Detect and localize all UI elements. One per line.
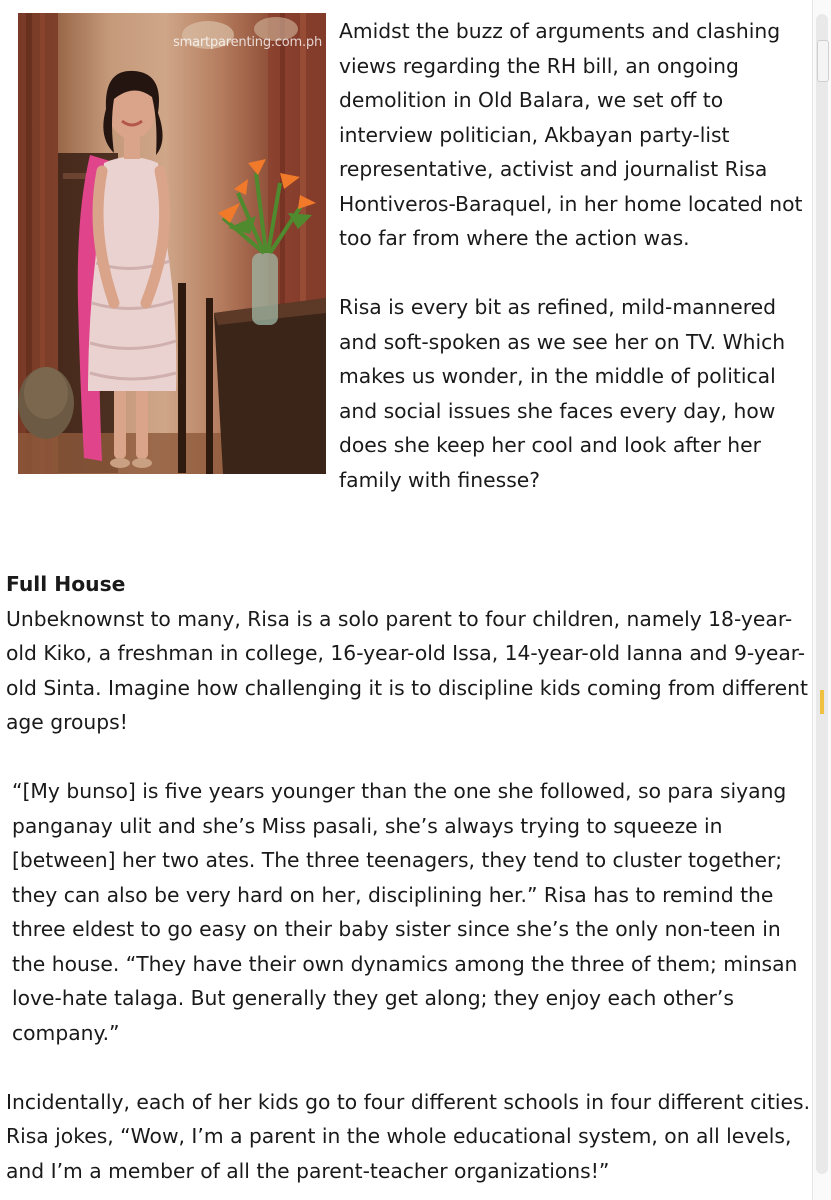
article-photo [18, 13, 326, 474]
article-body [6, 567, 812, 1188]
scrollbar-thumb[interactable] [817, 40, 829, 82]
intro-paragraph-1: Amidst the buzz of arguments and clashing views regarding the RH bill, an ongoing demolition in Old Balara, we set off to interview politician, Akbayan party-list representative, activist and journalist Risa Hontiveros-Baraquel, in her home located not too far from where the action was. [339, 19, 803, 250]
body-paragraph-3: Incidentally, each of her kids go to four different schools in four different cities. Risa jokes, “Wow, I’m a parent in the whole educational system, on all levels, and I’m a member of all the parent-teacher organizations!” [6, 1089, 811, 1183]
intro-paragraph-2: Risa is every bit as refined, mild-mannered and soft-spoken as we see her on TV. Which makes us wonder, in the middle of political and social issues she faces every day, how does she keep her cool and look after her family with finesse? [339, 295, 786, 492]
photo-illustration [18, 13, 326, 474]
section-heading: Full House [6, 572, 126, 596]
scrollbar-track[interactable] [816, 14, 828, 1174]
photo-watermark: smartparenting.com.ph [173, 35, 322, 50]
sidebar-strip [812, 0, 831, 1200]
intro-text [339, 14, 809, 497]
sidebar-accent-marker [820, 690, 824, 714]
body-paragraph-1: Unbeknownst to many, Risa is a solo parent to four children, namely 18-year-old Kiko, a freshman in college, 16-year-old Issa, 14-year-old Ianna and 9-year-old Sinta. Imagine how challenging it is to discipline kids coming from different age groups! [6, 606, 808, 734]
body-paragraph-2: “[My bunso] is five years younger than the one she followed, so para siyang panganay ulit and she’s Miss pasali, she’s always trying to squeeze in [between] her two ates. The three teenagers, they tend to cluster together; they can also be very hard on her, disciplining her.” Risa has to remind the three eldest to go easy on their baby sister since she’s the only non-teen in the house. “They have their own dynamics among the three of them; minsan love-hate talaga. But generally they get along; they enjoy each other’s company.” [12, 779, 798, 1045]
